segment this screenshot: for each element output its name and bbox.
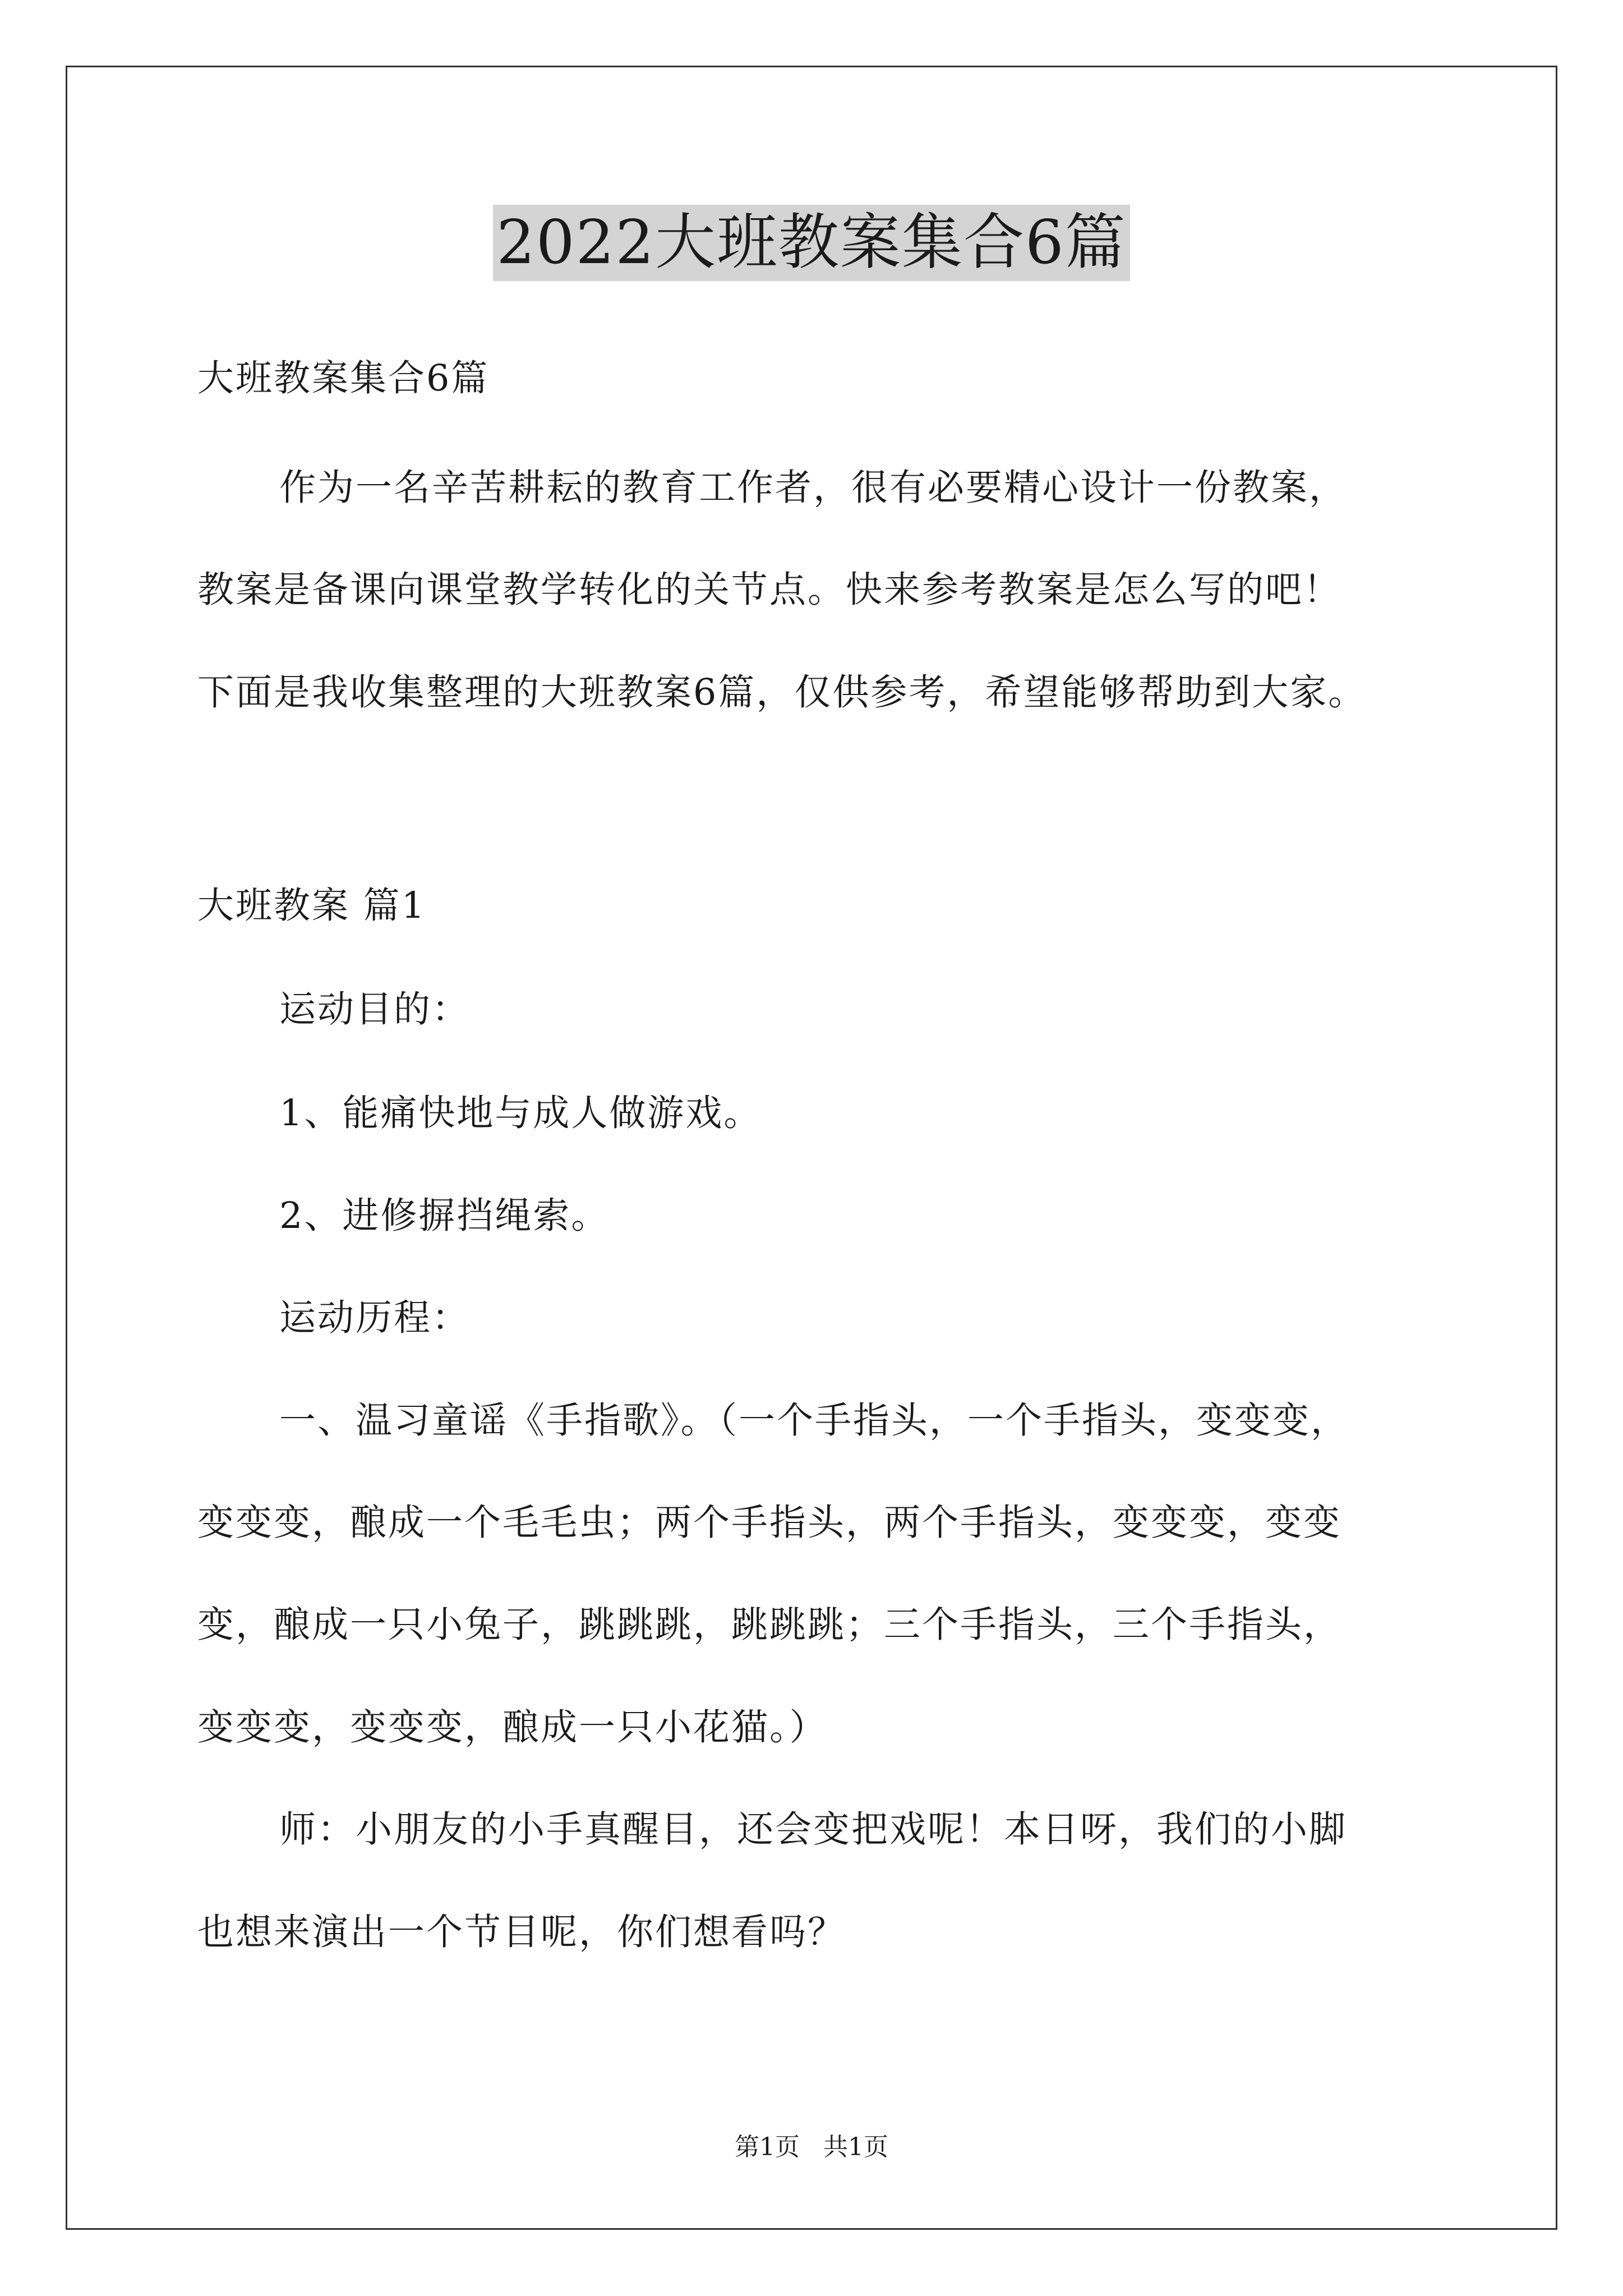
step1-line-2: 变变变，酿成一个毛毛虫；两个手指头，两个手指头，变变变，变变 bbox=[197, 1502, 1342, 1544]
intro-line-2: 教案是备课向课堂教学转化的关节点。快来参考教案是怎么写的吧！ bbox=[197, 569, 1342, 611]
step1-line-3: 变，酿成一只小兔子，跳跳跳，跳跳跳；三个手指头，三个手指头， bbox=[197, 1604, 1342, 1646]
page-footer bbox=[0, 2132, 1623, 2163]
page-total: 共1页 bbox=[823, 2133, 888, 2161]
title-container bbox=[0, 205, 1623, 281]
process-label: 运动历程： bbox=[279, 1297, 471, 1339]
page-number: 第1页 bbox=[735, 2133, 800, 2161]
intro-line-1: 作为一名辛苦耕耘的教育工作者，很有必要精心设计一份教案， bbox=[279, 467, 1348, 509]
step1-line-4: 变变变，变变变，酿成一只小花猫。） bbox=[197, 1706, 828, 1749]
section-heading: 大班教案 篇1 bbox=[197, 885, 427, 927]
goal-label: 运动目的： bbox=[279, 988, 471, 1030]
goal-item-1: 1、能痛快地与成人做游戏。 bbox=[279, 1092, 762, 1134]
teacher-line-2: 也想来演出一个节目呢，你们想看吗？ bbox=[197, 1911, 846, 1953]
step1-line-1: 一、温习童谣《手指歌》。（一个手指头，一个手指头，变变变， bbox=[279, 1400, 1349, 1442]
teacher-line-1: 师：小朋友的小手真醒目，还会变把戏呢！本日呀，我们的小脚 bbox=[279, 1809, 1348, 1851]
intro-line-3: 下面是我收集整理的大班教案6篇，仅供参考，希望能够帮助到大家。 bbox=[197, 671, 1367, 714]
document-title: 2022大班教案集合6篇 bbox=[493, 205, 1130, 281]
goal-item-2: 2、进修摒挡绳索。 bbox=[279, 1195, 610, 1237]
subtitle: 大班教案集合6篇 bbox=[197, 357, 490, 399]
